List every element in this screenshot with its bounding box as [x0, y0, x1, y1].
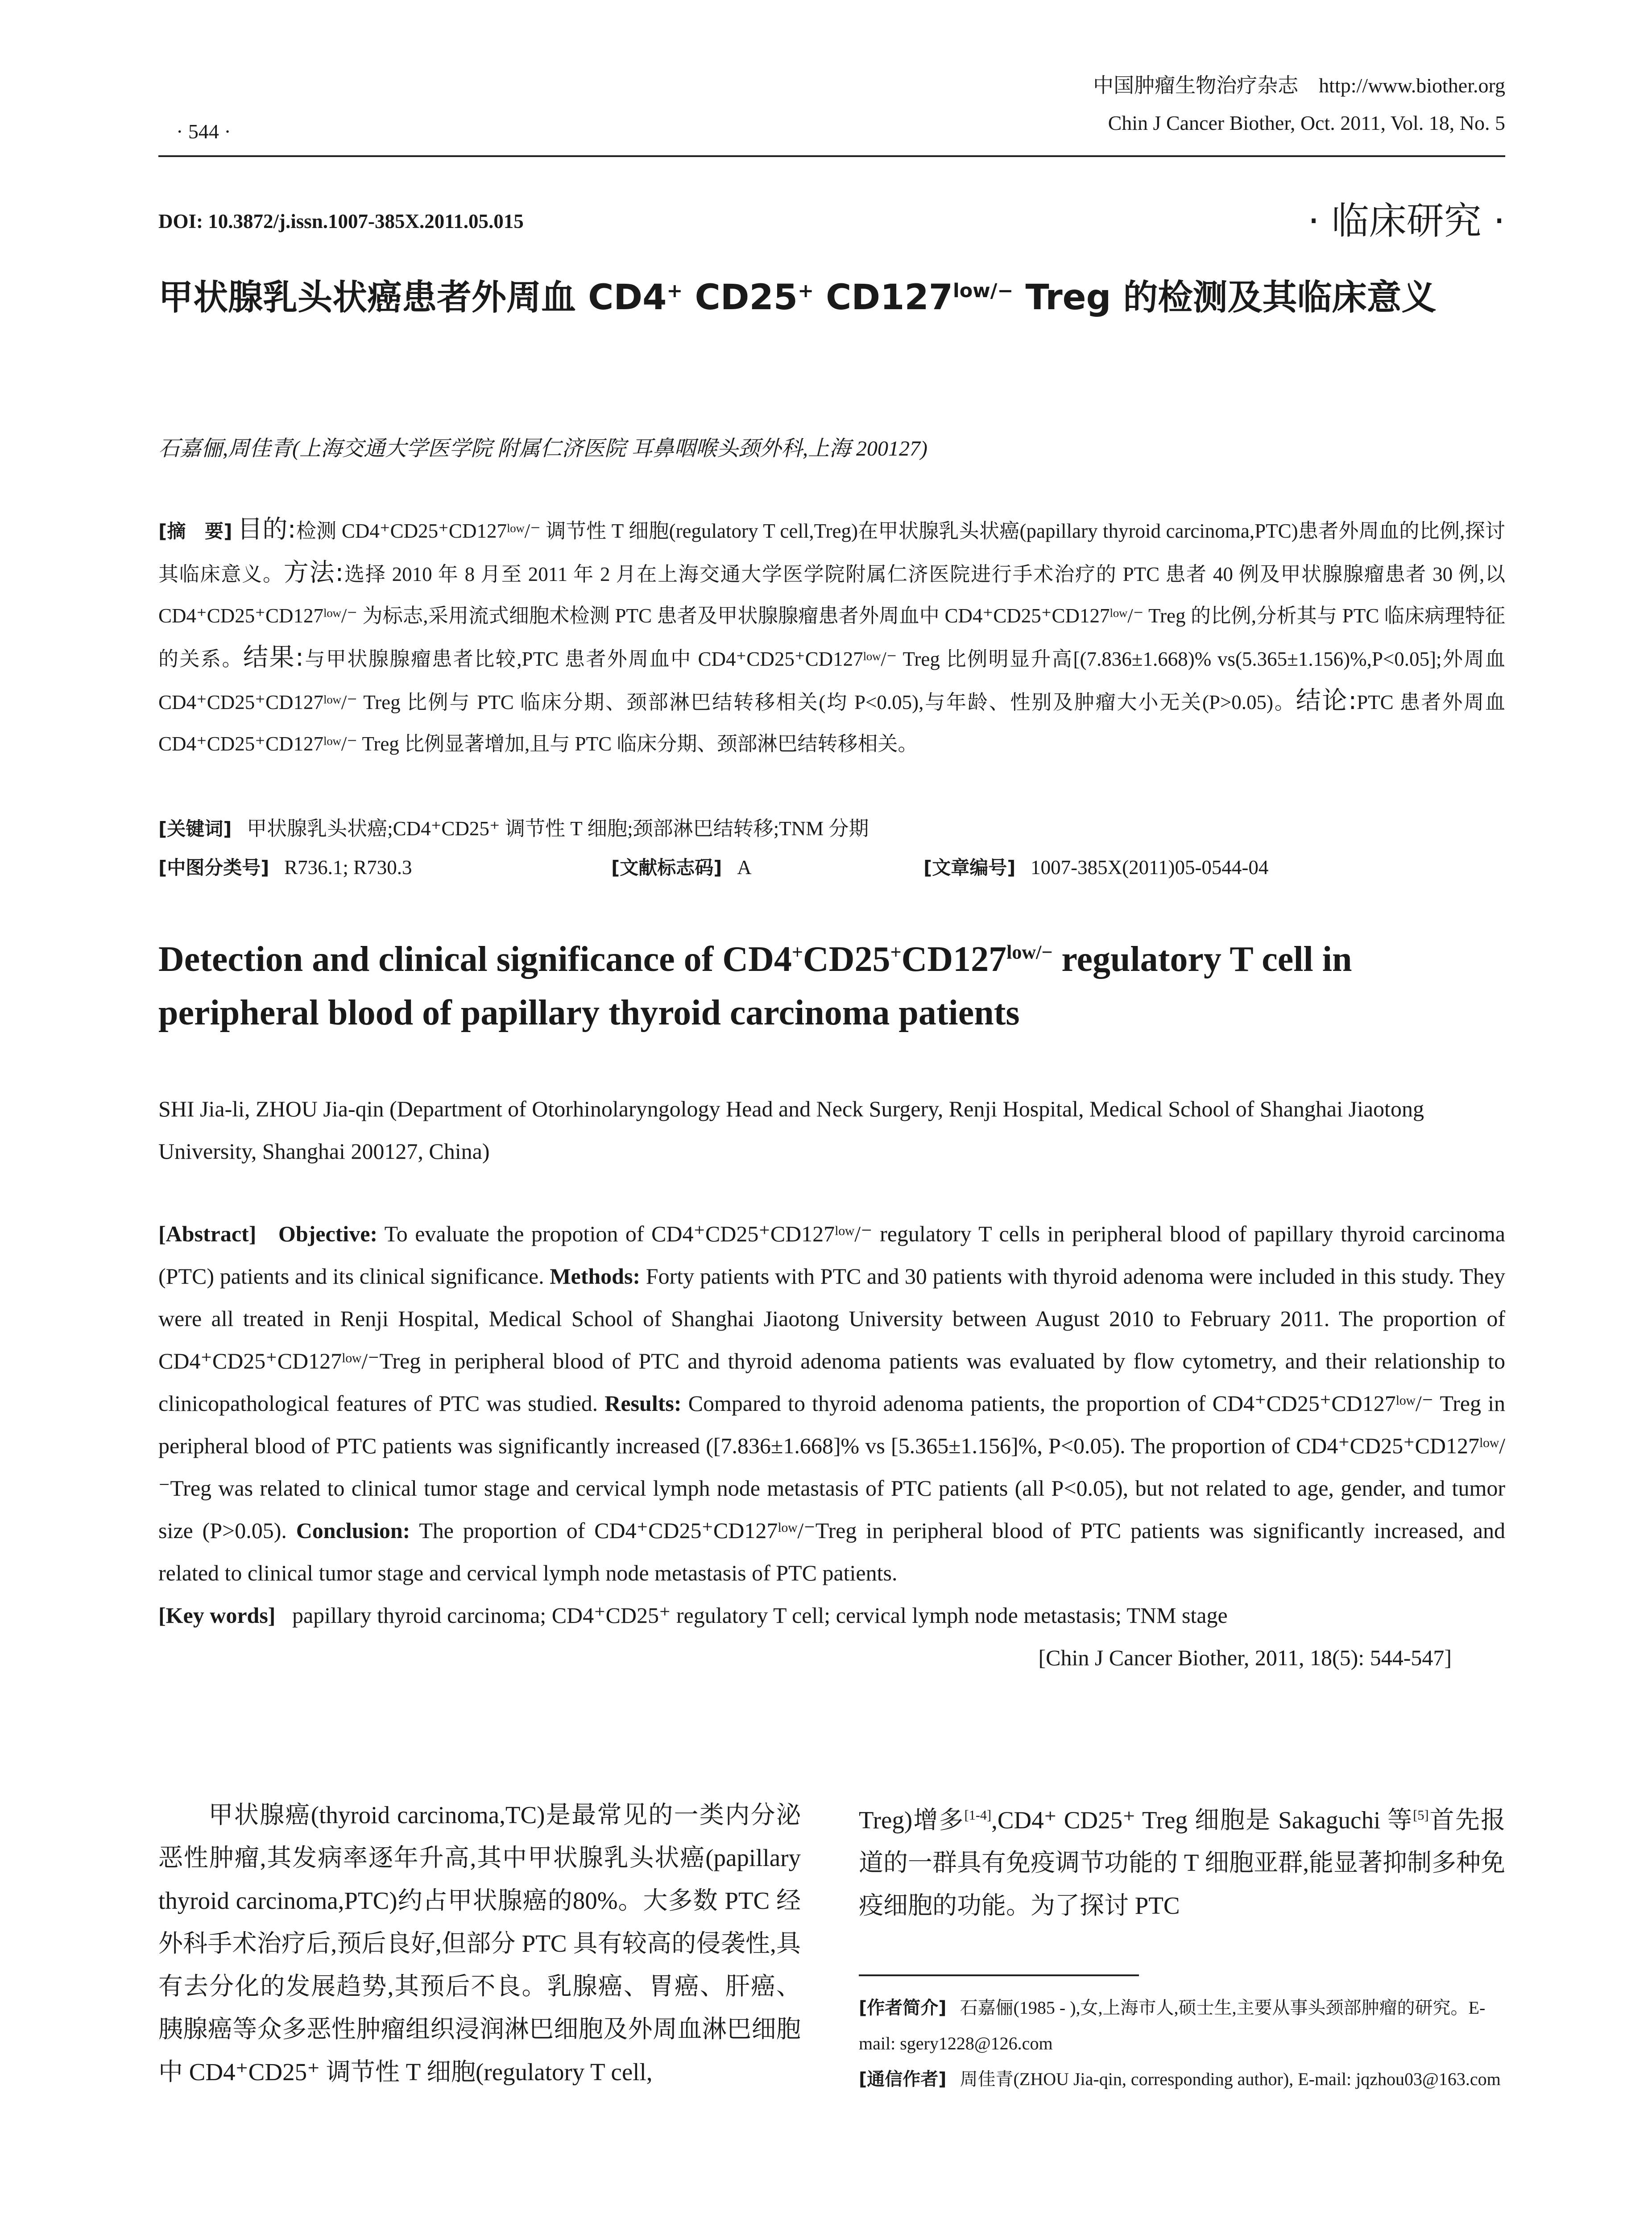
results-label-cn: 结果:	[243, 643, 304, 672]
conclusion-text-en: The proportion of CD4⁺CD25⁺CD127ˡᵒʷ/⁻Treg in peripheral blood of PTC patients was significantly increased, and related to clinical tumor stage and cervical lymph node metastasis of PTC patients.	[158, 1518, 1505, 1585]
journal-citation: Chin J Cancer Biother, Oct. 2011, Vol. 18, No. 5	[1108, 112, 1505, 134]
author-note-label: [作者简介]	[859, 1998, 947, 2018]
results-label-en: Results:	[604, 1391, 682, 1416]
keywords-label-cn: [关键词]	[158, 818, 232, 840]
methods-label-en: Methods:	[550, 1264, 641, 1289]
journal-url: http://www.biother.org	[1319, 74, 1505, 97]
clc-value: R736.1; R730.3	[284, 856, 412, 879]
objective-text-en: To evaluate the propotion of CD4⁺CD25⁺CD127ˡᵒʷ/⁻ regulatory T cells in peripheral blood of papillary thyroid carcinoma (PTC) patients and its clinical significance.	[158, 1221, 1505, 1289]
corresponding-text: 周佳青(ZHOU Jia-qin, corresponding author), E-mail: jqzhou03@163.com	[960, 2069, 1501, 2089]
header-rule	[158, 155, 1505, 157]
citation-en: [Chin J Cancer Biother, 2011, 18(5): 544-547]	[1038, 1645, 1452, 1670]
conclusion-label-en: Conclusion:	[296, 1518, 410, 1543]
clc-label: [中图分类号]	[158, 857, 269, 879]
objective-label-en: Objective:	[278, 1221, 378, 1246]
footnotes	[859, 1990, 1505, 2097]
objective-text-cn: 检测 CD4⁺CD25⁺CD127ˡᵒʷ/⁻ 调节性 T 细胞(regulatory T cell,Treg)在甲状腺乳头状癌(papillary thyroid carcinoma,PTC)患者外周血的比例,探讨其临床意义。	[158, 520, 1506, 585]
document-code-row	[611, 853, 752, 880]
author-note-text: 石嘉俪(1985 - ),女,上海市人,硕士生,主要从事头颈部肿瘤的研究。E-mail: sgery1228@126.com	[859, 1998, 1486, 2053]
classification-row	[158, 853, 412, 880]
conclusion-text-cn: PTC 患者外周血 CD4⁺CD25⁺CD127ˡᵒʷ/⁻ Treg 比例显著增加,且与 PTC 临床分期、颈部淋巴结转移相关。	[158, 691, 1506, 755]
article-no-value: 1007-385X(2011)05-0544-04	[1031, 856, 1269, 879]
keywords-text-cn: 甲状腺乳头状癌;CD4⁺CD25⁺ 调节性 T 细胞;颈部淋巴结转移;TNM 分期	[247, 817, 869, 840]
results-text-en: Compared to thyroid adenoma patients, the proportion of CD4⁺CD25⁺CD127ˡᵒʷ/⁻ Treg in peripheral blood of PTC patients was significantly increased ([7.836±1.668]% vs [5.365±1.156]%, P<0.05). The proportion of CD4⁺CD25⁺CD127ˡᵒʷ/⁻Treg was related to clinical tumor stage and cervical lymph node metastasis of PTC patients (all P<0.05), but not related to age, gender, and tumor size (P>0.05).	[158, 1391, 1506, 1543]
page-number: · 544 ·	[176, 120, 231, 143]
doi: DOI: 10.3872/j.issn.1007-385X.2011.05.015	[158, 210, 524, 232]
methods-label-cn: 方法:	[283, 558, 344, 587]
keywords-cn	[158, 812, 869, 841]
corresponding-label: [通信作者]	[859, 2069, 947, 2090]
author-note	[859, 1990, 1505, 2061]
article-number-row	[923, 853, 1268, 880]
english-authors: SHI Jia-li, ZHOU Jia-qin (Department of Otorhinolaryngology Head and Neck Surgery, Renji Hospital, Medical School of Shanghai Jiaotong University, Shanghai 200127, China)	[158, 1096, 1424, 1164]
reference-marker: [1-4]	[964, 1808, 992, 1823]
chinese-title: 甲状腺乳头状癌患者外周血 CD4+ CD25+ $CD127^{low/-}$ Treg 的检测及其临床意义	[158, 278, 1437, 318]
results-text-cn: 与甲状腺腺瘤患者比较,PTC 患者外周血中 CD4⁺CD25⁺CD127ˡᵒʷ/⁻ Treg 比例明显升高[(7.836±1.668)% vs(5.365±1.156)%,P<0.05];外周血 CD4⁺CD25⁺CD127ˡᵒʷ/⁻ Treg 比例与 PTC 临床分期、颈部淋巴结转移相关(均 P<0.05),与年龄、性别及肿瘤大小无关(P>0.05)。	[158, 648, 1505, 713]
article-no-label: [文章编号]	[923, 857, 1016, 879]
keywords-en	[158, 1594, 1505, 1637]
column-tag: · 临床研究 ·	[1308, 199, 1505, 243]
abstract-label-cn: [摘 要]	[158, 520, 232, 542]
corresponding-author-note	[859, 2061, 1505, 2097]
abstract-label-en: [Abstract]	[158, 1221, 257, 1246]
reference-marker: [5]	[1413, 1808, 1429, 1823]
methods-text-en: Forty patients with PTC and 30 patients with thyroid adenoma were included in this study. They were all treated in Renji Hospital, Medical School of Shanghai Jiaotong University between August 2010 to February 2011. The proportion of CD4⁺CD25⁺CD127ˡᵒʷ/⁻Treg in peripheral blood of PTC and thyroid adenoma patients was evaluated by flow cytometry, and their relationship to clinicopathological features of PTC was studied.	[158, 1264, 1506, 1416]
chinese-abstract	[158, 509, 1505, 765]
body-left-column	[158, 1794, 801, 2094]
running-header	[1093, 67, 1505, 142]
methods-text-cn: 选择 2010 年 8 月至 2011 年 2 月在上海交通大学医学院附属仁济医院进行手术治疗的 PTC 患者 40 例及甲状腺腺瘤患者 30 例,以 CD4⁺CD25⁺CD127ˡᵒʷ/⁻ 为标志,采用流式细胞术检测 PTC 患者及甲状腺腺瘤患者外周血中 CD4⁺CD25⁺CD127ˡᵒʷ/⁻ Treg 的比例,分析其与 PTC 临床病理特征的关系。	[158, 563, 1505, 670]
chinese-authors: 石嘉俪,周佳青(上海交通大学医学院 附属仁济医院 耳鼻咽喉头颈外科,上海 200127)	[158, 437, 927, 460]
body-left-text: 甲状腺癌(thyroid carcinoma,TC)是最常见的一类内分泌恶性肿瘤,其发病率逐年升高,其中甲状腺乳头状癌(papillary thyroid carcinoma,PTC)约占甲状腺癌的80%。大多数 PTC 经外科手术治疗后,预后良好,但部分 PTC 具有较高的侵袭性,具有去分化的发展趋势,其预后不良。乳腺癌、胃癌、肝癌、胰腺癌等众多恶性肿瘤组织浸润淋巴细胞及外周血淋巴细胞中 CD4⁺CD25⁺ 调节性 T 细胞(regulatory T cell,	[158, 1801, 801, 2086]
journal-name-cn: 中国肿瘤生物治疗杂志	[1093, 74, 1299, 97]
footnote-rule	[859, 1974, 1139, 1976]
conclusion-label-cn: 结论:	[1296, 686, 1357, 715]
keywords-text-en: papillary thyroid carcinoma; CD4⁺CD25⁺ regulatory T cell; cervical lymph node metastasis; TNM stage	[292, 1603, 1228, 1628]
english-abstract	[158, 1213, 1505, 1679]
doccode-value: A	[737, 856, 752, 879]
body-right-column: Treg)增多[1-4],CD4⁺ CD25⁺ Treg 细胞是 Sakaguchi 等[5]首先报道的一群具有免疫调节功能的 T 细胞亚群,能显著抑制多种免疫细胞的功能。为了探讨 PTC	[859, 1806, 1505, 1920]
english-title: Detection and clinical significance of $CD4^+CD25^+CD127^{low/-}$ regulatory T cell in peripheral blood of papillary thyroid carcinoma patients	[158, 940, 1352, 1033]
keywords-label-en: [Key words]	[158, 1603, 276, 1628]
doccode-label: [文献标志码]	[611, 857, 722, 879]
objective-label-cn: 目的:	[237, 515, 296, 544]
